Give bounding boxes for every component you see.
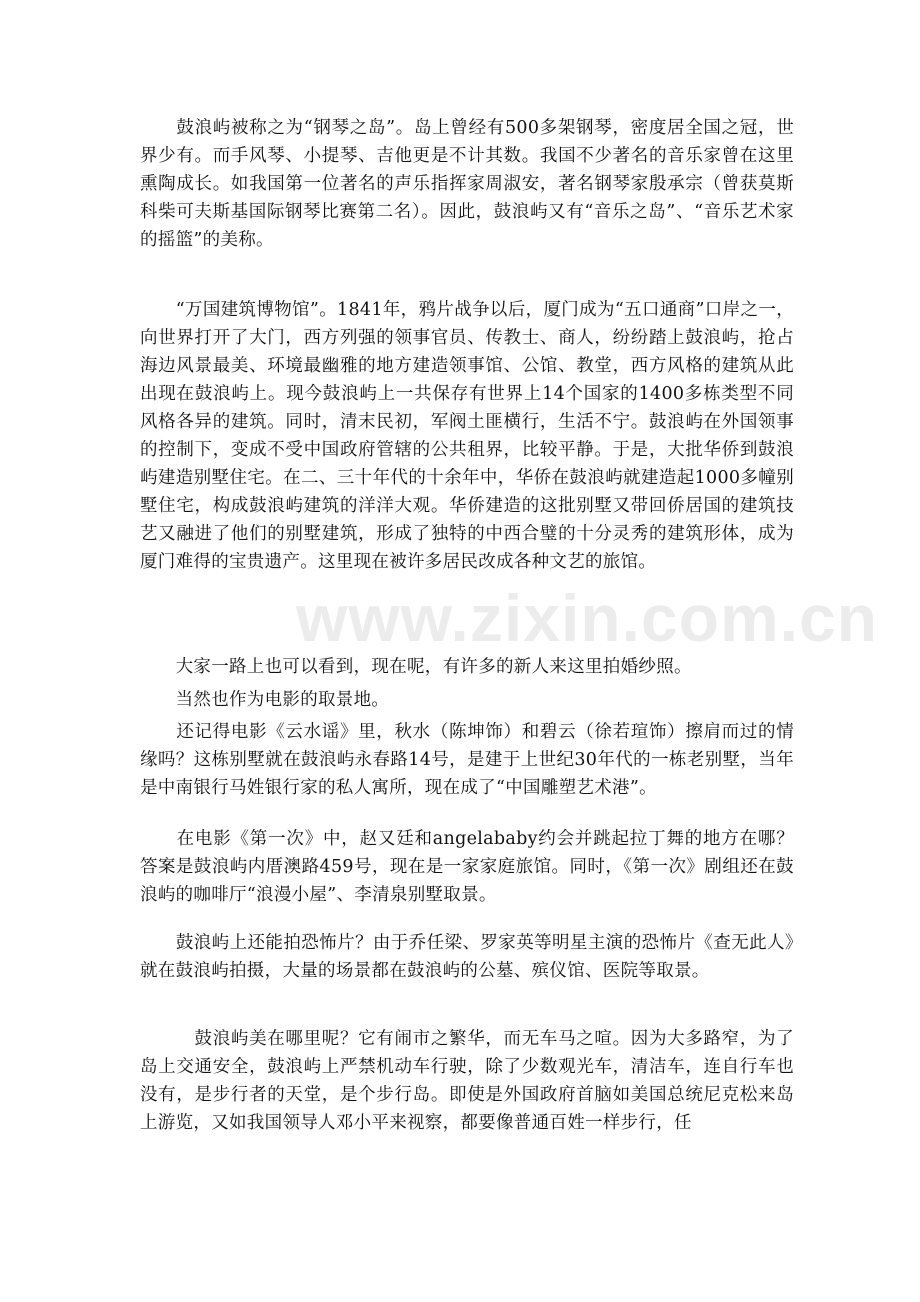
paragraph-pedestrian-island: 鼓浪屿美在哪里呢？它有闹市之繁华，而无车马之喧。因为大多路窄，为了岛上交通安全，鼓浪屿上严禁机动车行驶，除了少数观光车，清洁车，连自行车也没有，是步行者的天堂，是个步行岛。即使是外国政府首脑如美国总统尼克松来岛上游览，又如我国领导人邓小平来视察，都要像普通百姓一样步行，任 xyxy=(140,1029,794,1133)
paragraph-architecture-museum: “万国建筑博物馆”。1841年，鸦片战争以后，厦门成为“五口通商”口岸之一，向世界打开了大门，西方列强的领事官员、传教士、商人，纷纷踏上鼓浪屿，抢占海边风景最美、环境最幽雅的地方建造领事馆、公馆、教堂，西方风格的建筑从此出现在鼓浪屿上。现今鼓浪屿上一共保存有世界上14个国家的1400多栋类型不同风格各异的建筑。同时，清末民初，军阀土匪横行，生活不宁。鼓浪屿在外国领事的控制下，变成不受中国政府管辖的公共租界，比较平静。于是，大批华侨到鼓浪屿建造别墅住宅。在二、三十年代的十余年中，华侨在鼓浪屿就建造起1000多幢别墅住宅，构成鼓浪屿建筑的洋洋大观。华侨建造的这批别墅又带回侨居国的建筑技艺又融进了他们的别墅建筑，形成了独特的中西合璧的十分灵秀的建筑形体，成为厦门难得的宝贵遗产。这里现在被许多居民改成各种文艺的旅馆。 xyxy=(140,300,794,572)
paragraph-horror-film: 鼓浪屿上还能拍恐怖片？由于乔任梁、罗家英等明星主演的恐怖片《查无此人》就在鼓浪屿拍摄，大量的场景都在鼓浪屿的公墓、殡仪馆、医院等取景。 xyxy=(140,933,794,981)
paragraph-wedding-photos: 大家一路上也可以看到，现在呢，有许多的新人来这里拍婚纱照。 xyxy=(140,657,692,677)
watermark: www.zixin.com.cn xyxy=(296,581,878,655)
paragraph-yunshuiyao: 还记得电影《云水谣》里，秋水（陈坤饰）和碧云（徐若瑄饰）擦肩而过的情缘吗？这栋别墅就在鼓浪屿永春路14号，是建于上世纪30年代的一栋老别墅，当年是中南银行马姓银行家的私人寓所，现在成了“中国雕塑艺术港”。 xyxy=(140,722,794,798)
paragraph-film-location: 当然也作为电影的取景地。 xyxy=(140,690,390,710)
paragraph-first-time: 在电影《第一次》中，赵又廷和angelababy约会并跳起拉丁舞的地方在哪？答案是鼓浪屿内厝澳路459号，现在是一家家庭旅馆。同时，《第一次》剧组还在鼓浪屿的咖啡厅“浪漫小屋”、李清泉别墅取景。 xyxy=(140,829,794,905)
paragraph-piano-island: 鼓浪屿被称之为“钢琴之岛”。岛上曾经有500多架钢琴，密度居全国之冠，世界少有。而手风琴、小提琴、吉他更是不计其数。我国不少著名的音乐家曾在这里熏陶成长。如我国第一位著名的声乐指挥家周淑安，著名钢琴家殷承宗（曾获莫斯科柴可夫斯基国际钢琴比赛第二名）。因此，鼓浪屿又有“音乐之岛”、“音乐艺术家的摇篮”的美称。 xyxy=(140,118,794,250)
